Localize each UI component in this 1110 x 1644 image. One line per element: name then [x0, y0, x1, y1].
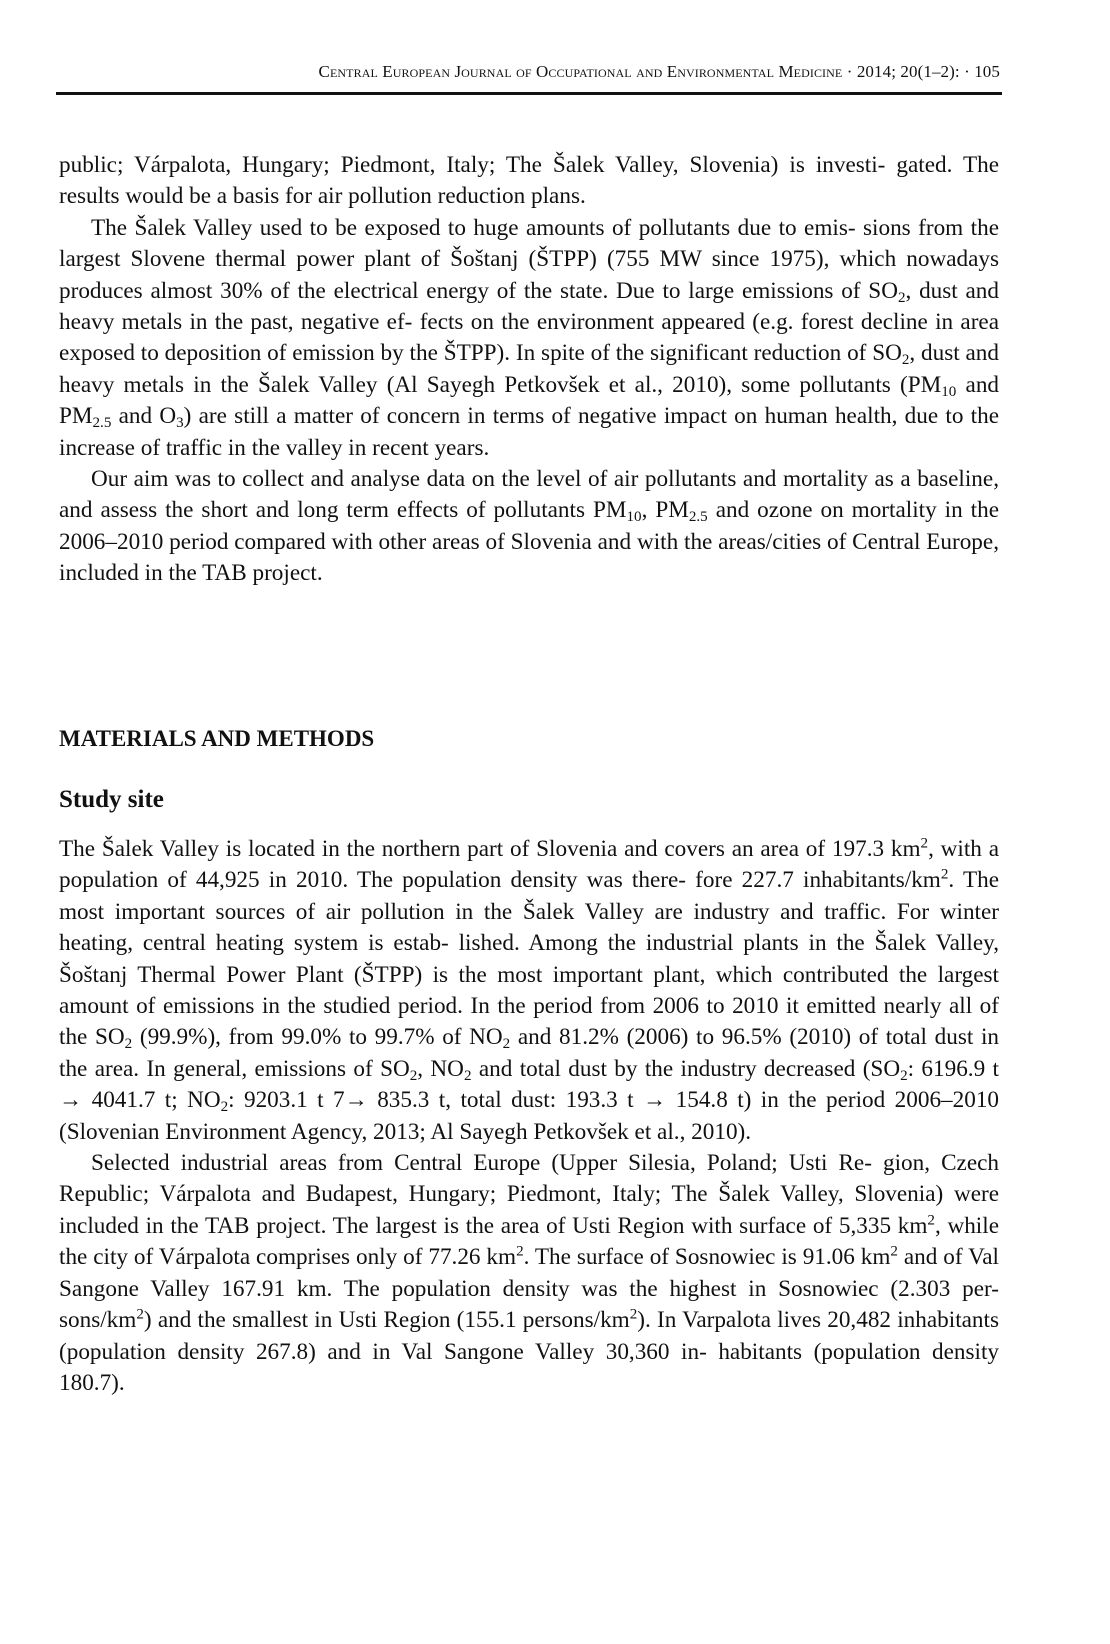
header-rule [56, 92, 1002, 95]
citation: · 2014; 20(1–2): · 105 [842, 62, 1000, 81]
subsection-heading: Study site [59, 786, 164, 813]
paragraph: public; Várpalota, Hungary; Piedmont, Italy; The Šalek Valley, Slovenia) is investi- gated. The results would be a basis for air pollution reduction plans. [59, 152, 999, 210]
section-heading: MATERIALS AND METHODS [59, 726, 375, 751]
paragraph: Selected industrial areas from Central Europe (Upper Silesia, Poland; Usti Re- gion, Czech Republic; Várpalota and Budapest, Hungary; Piedmont, Italy; The Šalek Valley, Slovenia) were included in the TAB project. The largest is the area of Usti Region with surface of 5,335 $km^2$, while the city of Várpalota comprises only of 77.26 $km^2$. The surface of Sosnowiec is 91.06 $km^2$ and of Val Sangone Valley 167.91 km. The population density was the highest in Sosnowiec (2.303 per- sons/$km^2$) and the smallest in Usti Region (155.1 persons/$km^2$). In Varpalota lives 20,482 inhabitants (population density 267.8) and in Val Sangone Valley 30,360 in- habitants (population density 180.7). [59, 1150, 999, 1396]
journal-title: Central European Journal of Occupational and Environmental Medicine [318, 62, 843, 81]
paragraph: The Šalek Valley used to be exposed to huge amounts of pollutants due to emis- sions from the largest Slovene thermal power plant of Šoštanj (ŠTPP) (755 MW since 1975), which nowadays produces almost 30% of the electrical energy of the state. Due to large emissions of $SO_2$, dust and heavy metals in the past, negative ef- fects on the environment appeared (e.g. forest decline in area exposed to deposition of emission by the ŠTPP). In spite of the significant reduction of $SO_2$, dust and heavy metals in the Šalek Valley (Al Sayegh Petkovšek et al., 2010), some pollutants ($PM_{10}$ and $PM_{2.5}$ and $O_3$) are still a matter of concern in terms of negative impact on human health, due to the increase of traffic in the valley in recent years. [59, 214, 1000, 461]
intro-text [59, 150, 999, 590]
study-site-text [59, 834, 999, 1399]
paragraph: The Šalek Valley is located in the northern part of Slovenia and covers an area of 197.3 $km^2$, with a population of 44,925 in 2010. The population density was there- fore 227.7 inhabitants/$km^2$. The most important sources of air pollution in the Šalek Valley are industry and traffic. For winter heating, central heating system is estab- lished. Among the industrial plants in the Šalek Valley, Šoštanj Thermal Power Plant (ŠTPP) is the most important plant, which contributed the largest amount of emissions in the studied period. In the period from 2006 to 2010 it emitted nearly all of the $SO_2$ (99.9%), from 99.0% to 99.7% of $NO_2$ and 81.2% (2006) to 96.5% (2010) of total dust in the area. In general, emissions of $SO_2$, $NO_2$ and total dust by the industry decreased ($SO_2$: 6196.9 t → 4041.7 t; $NO_2$: 9203.1 t 7→ 835.3 t, total dust: 193.3 t → 154.8 t) in the period 2006–2010 (Slovenian Environment Agency, 2013; Al Sayegh Petkovšek et al., 2010). [59, 835, 1000, 1145]
running-header [56, 62, 1000, 82]
paragraph: Our aim was to collect and analyse data on the level of air pollutants and mortality as a baseline, and assess the short and long term effects of pollutants $PM_{10}$, $PM_{2.5}$ and ozone on mortality in the 2006–2010 period compared with other areas of Slovenia and with the areas/cities of Central Europe, included in the TAB project. [59, 466, 1000, 587]
